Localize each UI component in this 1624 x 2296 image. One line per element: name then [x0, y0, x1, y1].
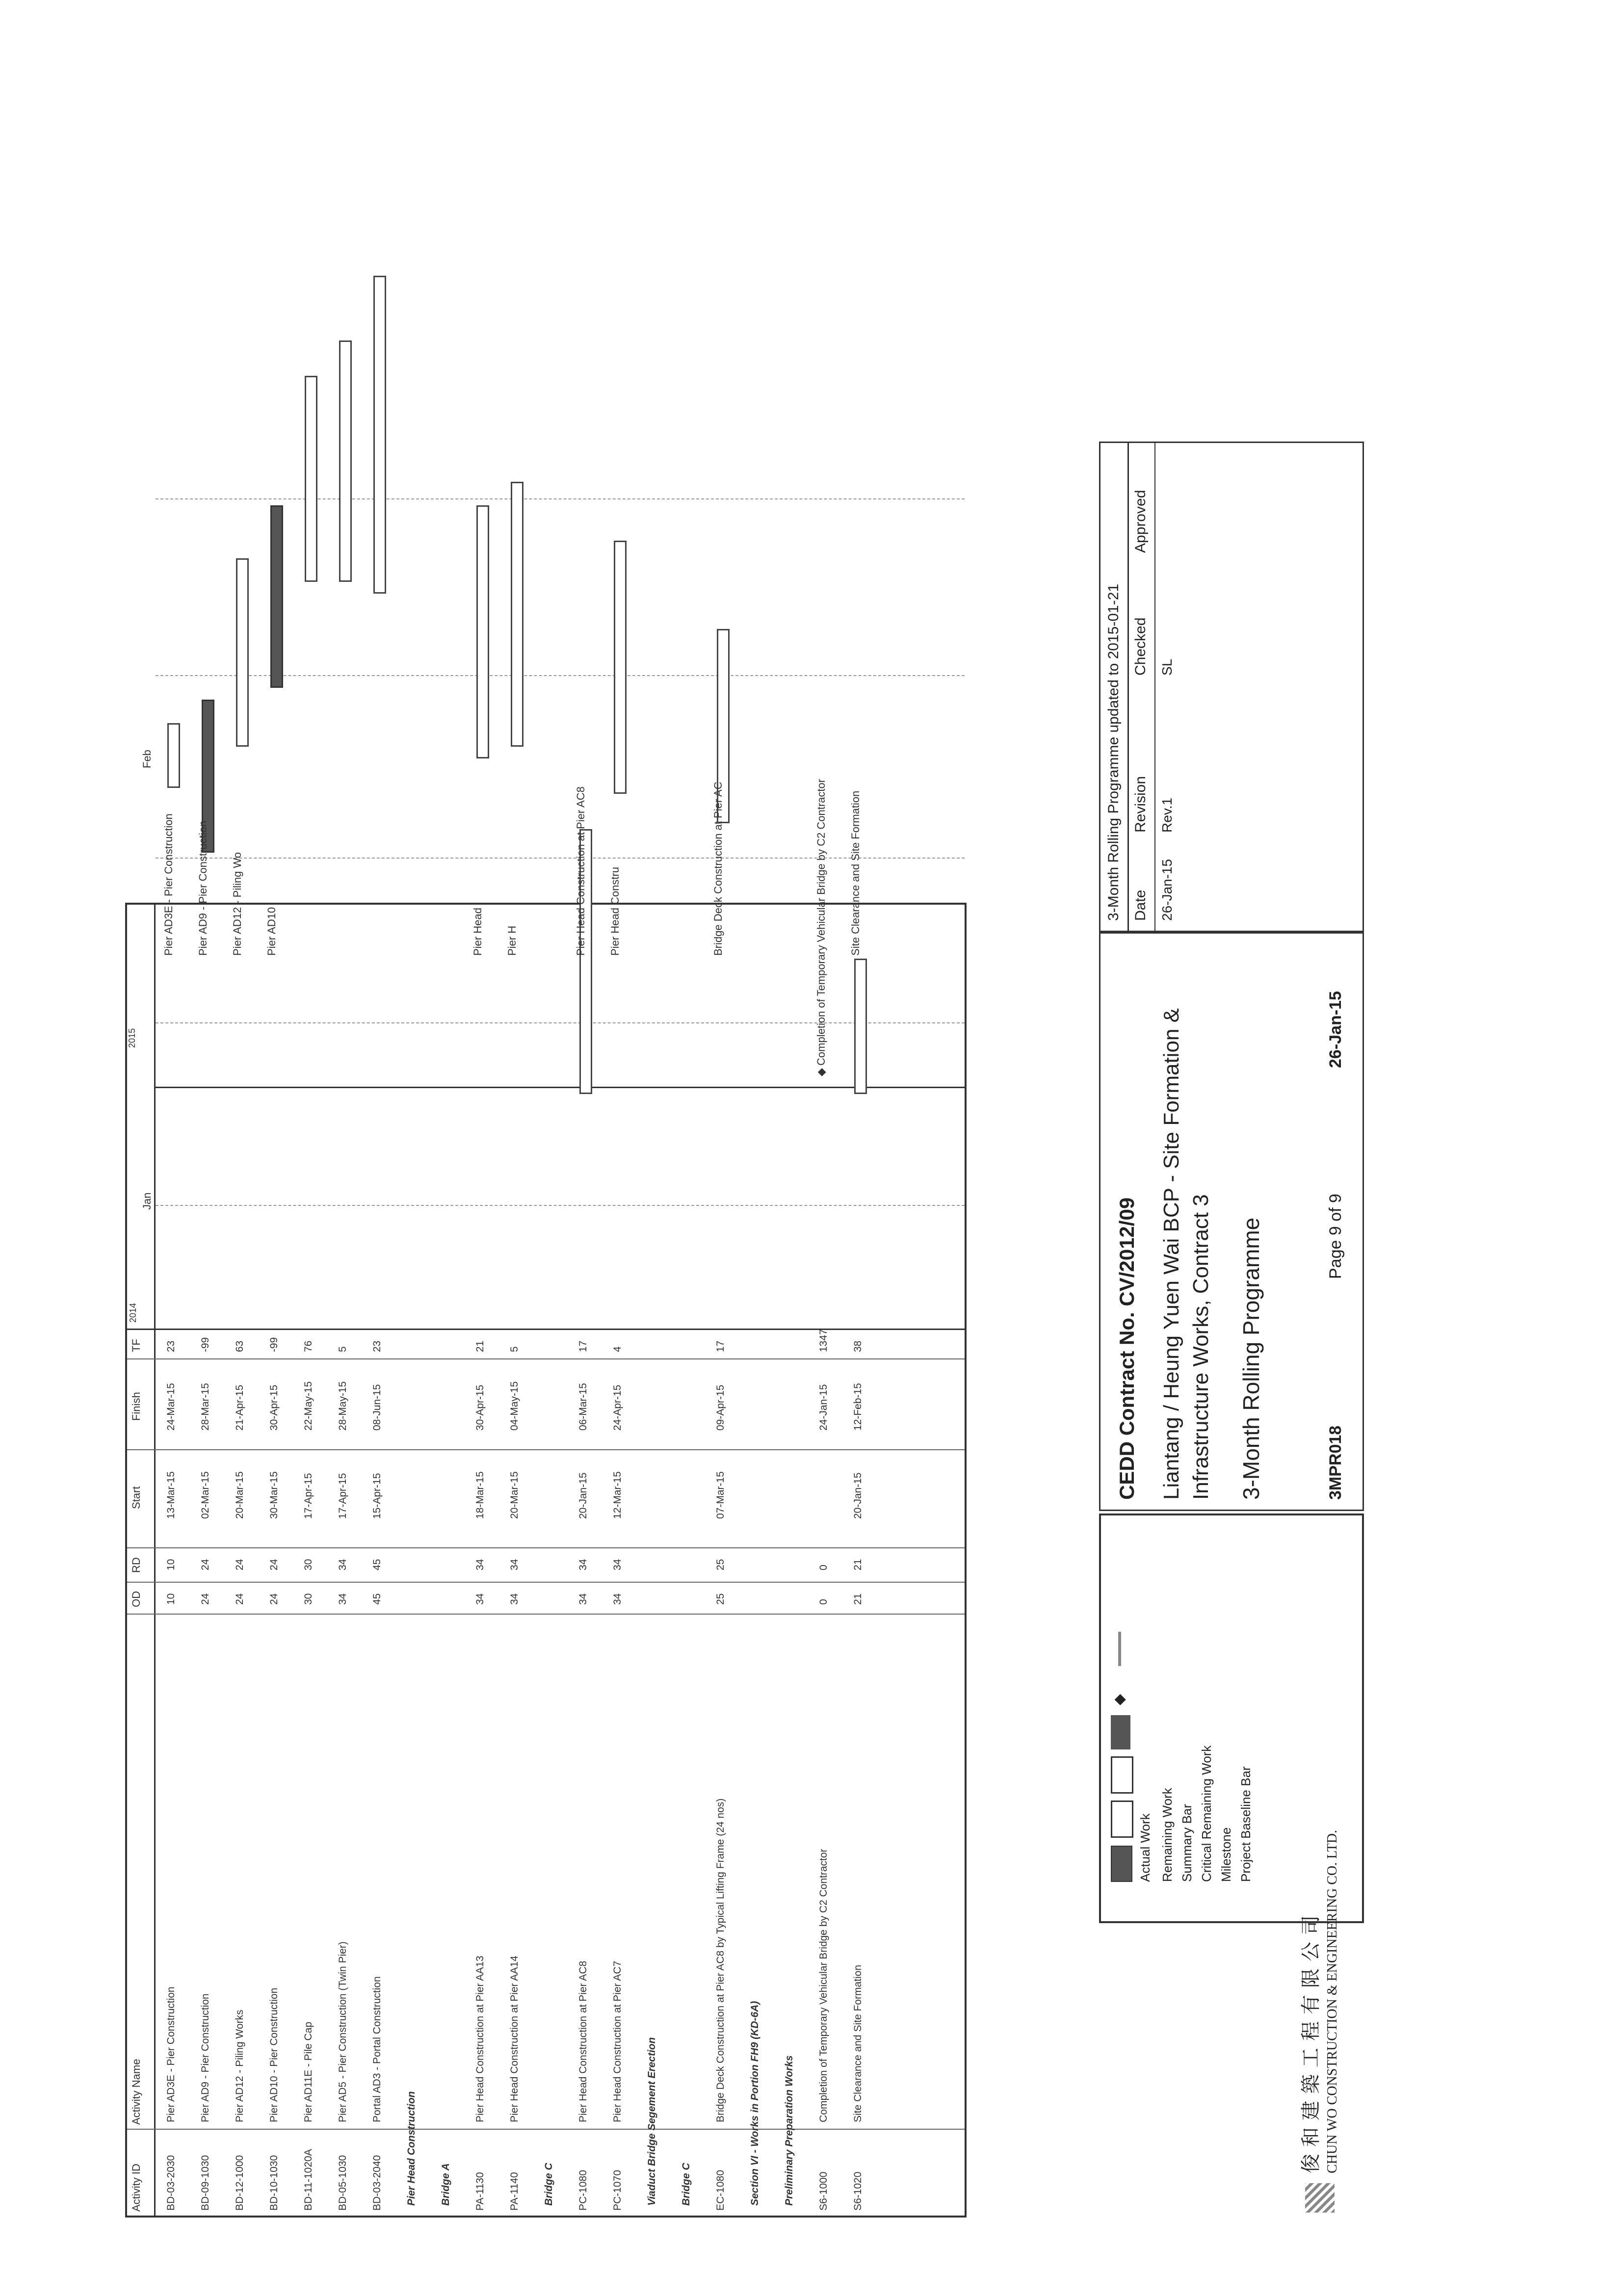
- cell-name: Pier Head Construction at Pier AA14: [509, 1956, 520, 2122]
- cell-od: 24: [268, 1593, 280, 1605]
- table-row: [465, 1340, 495, 2216]
- col-od: OD: [130, 1591, 142, 1607]
- revision-number: Rev.1: [1159, 797, 1175, 833]
- revision-col-approved: Approved: [1132, 490, 1149, 553]
- bar-label: Pier AD9 - Pier Construction: [197, 820, 209, 956]
- month-jan: Jan: [141, 1192, 153, 1210]
- gantt-bar: [854, 959, 867, 1094]
- title-block: [1099, 932, 1364, 1511]
- cell-id: BD-12-1000: [234, 2155, 245, 2211]
- cell-tf: -99: [268, 1337, 280, 1352]
- cell-od: 34: [337, 1593, 348, 1605]
- cell-finish: 22-May-15: [303, 1381, 314, 1431]
- gantt-bar: [339, 340, 352, 582]
- cell-start: 12-Mar-15: [612, 1471, 623, 1519]
- cell-finish: 08-Jun-15: [371, 1384, 383, 1431]
- cell-start: 17-Apr-15: [337, 1473, 348, 1519]
- legend-baseline-swatch: [1118, 1632, 1121, 1666]
- cell-od: 34: [509, 1593, 520, 1605]
- section-title: Viaduct Bridge Segement Erection: [646, 2037, 657, 2206]
- cell-finish: 28-May-15: [337, 1381, 348, 1431]
- cell-od: 10: [165, 1593, 177, 1605]
- month-gridline: [156, 858, 965, 859]
- schedule-table: [125, 750, 967, 2218]
- cell-finish: 09-Apr-15: [715, 1384, 726, 1431]
- cell-rd: 34: [577, 1559, 589, 1570]
- cell-tf: 23: [165, 1340, 177, 1352]
- cell-id: BD-10-1030: [268, 2155, 280, 2211]
- bar-label: Pier AD12 - Piling Wo: [231, 852, 243, 956]
- cell-od: 34: [474, 1593, 486, 1605]
- cell-id: PA-1130: [474, 2172, 486, 2211]
- gantt-bar: [236, 558, 249, 747]
- cell-tf: 21: [474, 1340, 486, 1352]
- cell-start: 20-Jan-15: [577, 1472, 589, 1519]
- cell-finish: 24-Apr-15: [612, 1384, 623, 1431]
- cell-start: 20-Jan-15: [852, 1472, 864, 1519]
- legend-summary-swatch: [1111, 1756, 1133, 1794]
- table-row: [362, 1340, 392, 2216]
- cell-tf: 5: [337, 1346, 348, 1352]
- cell-name: Pier AD3E - Pier Construction: [165, 1986, 177, 2122]
- cell-name: Pier AD10 - Pier Construction: [268, 1987, 280, 2122]
- table-row: [293, 1340, 323, 2216]
- col-divider: [127, 1329, 965, 1330]
- bar-label: Pier AD3E - Pier Construction: [162, 813, 175, 956]
- cell-start: 15-Apr-15: [371, 1473, 383, 1519]
- cell-name: Bridge Deck Construction at Pier AC8 by Typical Lifting Frame (24 nos): [715, 1798, 726, 2122]
- col-rd: RD: [130, 1557, 142, 1573]
- legend-remaining-swatch: [1111, 1800, 1133, 1838]
- project-title-line1: Liantang / Heung Yuen Wai BCP - Site Formation &: [1159, 1008, 1183, 1500]
- legend-milestone: Milestone: [1219, 1827, 1233, 1882]
- section-row: [739, 1676, 770, 2216]
- col-divider: [127, 1449, 965, 1450]
- legend-baseline: Project Baseline Bar: [1238, 1766, 1253, 1882]
- bar-label: Pier Head Constru: [609, 867, 621, 956]
- table-row: [808, 1329, 838, 2216]
- legend-box: [1099, 1513, 1364, 1923]
- cell-od: 24: [234, 1593, 245, 1605]
- cell-rd: 45: [371, 1559, 383, 1570]
- table-row: [499, 1346, 529, 2216]
- col-divider: [127, 1547, 965, 1548]
- cell-tf: 38: [852, 1340, 864, 1352]
- section-title: Preliminary Preparation Works: [784, 2055, 795, 2206]
- month-gridline: [156, 1022, 965, 1023]
- cell-id: BD-05-1030: [337, 2155, 348, 2211]
- section-row: [430, 1676, 461, 2216]
- cell-od: 21: [852, 1593, 864, 1605]
- cell-start: 20-Mar-15: [509, 1471, 520, 1519]
- gantt-bar: [305, 376, 317, 582]
- legend-remaining-work: Remaining Work: [1160, 1788, 1175, 1882]
- gantt-bar: [511, 482, 524, 747]
- gantt-bar: [167, 723, 180, 788]
- cell-tf: 63: [234, 1340, 245, 1352]
- cell-finish: 24-Jan-15: [818, 1384, 829, 1431]
- cell-start: 07-Mar-15: [715, 1471, 726, 1519]
- cell-rd: 21: [852, 1559, 864, 1570]
- cell-finish: 28-Mar-15: [200, 1383, 211, 1431]
- cell-tf: 5: [509, 1346, 520, 1352]
- cell-rd: 10: [165, 1559, 177, 1570]
- table-row: [156, 1340, 186, 2216]
- bar-label: Pier Head: [471, 908, 484, 956]
- data-date-line: [156, 1087, 965, 1088]
- gantt-bar: [270, 505, 283, 688]
- section-row: [533, 1676, 564, 2216]
- cell-id: BD-11-1020A: [303, 2149, 314, 2211]
- cell-rd: 0: [818, 1565, 829, 1570]
- revision-header: 3-Month Rolling Programme updated to 2015-01-21: [1105, 583, 1122, 921]
- legend-critical-remaining: Critical Remaining Work: [1199, 1745, 1214, 1882]
- table-row: [568, 1340, 598, 2216]
- cell-name: Pier Head Construction at Pier AC7: [612, 1960, 623, 2122]
- cell-start: 18-Mar-15: [474, 1471, 486, 1519]
- cell-finish: 06-Mar-15: [577, 1383, 589, 1431]
- month-feb: Feb: [141, 750, 153, 768]
- col-divider: [127, 1358, 965, 1359]
- cell-id: BD-03-2040: [371, 2155, 383, 2211]
- bar-label: Pier Head Construction at Pier AC8: [575, 786, 587, 956]
- cell-tf: 1347: [818, 1329, 829, 1352]
- cell-finish: 04-May-15: [509, 1381, 520, 1431]
- revision-divider: [1127, 442, 1129, 931]
- section-title: Section VI - Works in Portion FH9 (KD-6A): [749, 2001, 760, 2206]
- gantt-bar: [373, 276, 386, 594]
- cell-finish: 30-Apr-15: [268, 1384, 280, 1431]
- section-title: Bridge A: [440, 2163, 451, 2206]
- section-title: Bridge C: [543, 2163, 554, 2206]
- project-title-line2: Infrastructure Works, Contract 3: [1189, 1194, 1213, 1500]
- table-row: [842, 1340, 873, 2216]
- col-tf: TF: [130, 1339, 142, 1352]
- milestone-icon: ◆: [815, 1068, 827, 1076]
- cell-finish: 30-Apr-15: [474, 1384, 486, 1431]
- year-2015: 2015: [127, 1028, 137, 1048]
- cell-od: 30: [303, 1593, 314, 1605]
- legend-summary-bar: Summary Bar: [1179, 1804, 1194, 1882]
- cell-id: S6-1000: [818, 2171, 829, 2211]
- bar-label: Site Clearance and Site Formation: [849, 790, 862, 956]
- revision-divider: [1154, 442, 1155, 931]
- table-row: [224, 1340, 255, 2216]
- section-row: [636, 1676, 667, 2216]
- cell-rd: 34: [474, 1559, 486, 1570]
- legend-milestone-icon: ◆: [1111, 1694, 1127, 1705]
- cell-id: PC-1070: [612, 2170, 623, 2211]
- cell-tf: -99: [200, 1337, 211, 1352]
- cell-name: Pier Head Construction at Pier AA13: [474, 1956, 486, 2122]
- programme-title: 3-Month Rolling Programme: [1238, 1217, 1264, 1500]
- cell-start: 13-Mar-15: [165, 1471, 177, 1519]
- table-row: [190, 1337, 220, 2216]
- revision-date: 26-Jan-15: [1159, 859, 1175, 921]
- col-start: Start: [130, 1486, 142, 1509]
- gantt-area: [156, 779, 965, 1329]
- cell-start: 17-Apr-15: [303, 1473, 314, 1519]
- cell-id: BD-03-2030: [165, 2155, 177, 2211]
- cell-name: Pier AD12 - Piling Works: [234, 2009, 245, 2122]
- revision-col-revision: Revision: [1132, 776, 1149, 833]
- cell-rd: 24: [234, 1559, 245, 1570]
- cell-tf: 76: [303, 1340, 314, 1352]
- cell-od: 24: [200, 1593, 211, 1605]
- revision-col-date: Date: [1132, 889, 1149, 921]
- col-divider: [127, 1614, 965, 1615]
- cell-rd: 34: [612, 1559, 623, 1570]
- bar-label: Bridge Deck Construction at Pier AC: [712, 782, 724, 956]
- company-name-en: CHUN WO CONSTRUCTION & ENGINEERING CO. LTD.: [1325, 1830, 1340, 2173]
- cell-id: S6-1020: [852, 2171, 864, 2211]
- cell-rd: 34: [509, 1559, 520, 1570]
- cell-tf: 17: [715, 1340, 726, 1352]
- section-row: [671, 1676, 701, 2216]
- table-row: [259, 1337, 289, 2216]
- revision-col-checked: Checked: [1132, 617, 1149, 676]
- cell-name: Pier AD5 - Pier Construction (Twin Pier): [337, 1941, 348, 2122]
- cell-rd: 34: [337, 1559, 348, 1570]
- cell-start: 20-Mar-15: [234, 1471, 245, 1519]
- table-row: [705, 1340, 735, 2216]
- cell-rd: 25: [715, 1559, 726, 1570]
- bar-label: Completion of Temporary Vehicular Bridge by C2 Contractor: [815, 779, 827, 1066]
- bar-label: Pier H: [506, 925, 518, 956]
- cell-od: 0: [818, 1599, 829, 1605]
- section-title: Pier Head Construction: [406, 2091, 417, 2206]
- cell-finish: 12-Feb-15: [852, 1383, 864, 1431]
- cell-rd: 24: [200, 1559, 211, 1570]
- cell-name: Pier AD9 - Pier Construction: [200, 1993, 211, 2122]
- table-header: [127, 750, 156, 2216]
- cell-name: Pier Head Construction at Pier AC8: [577, 1960, 589, 2122]
- cell-id: EC-1080: [715, 2170, 726, 2211]
- section-row: [396, 1676, 426, 2216]
- cell-od: 25: [715, 1593, 726, 1605]
- cell-rd: 24: [268, 1559, 280, 1570]
- month-gridline: [156, 1205, 965, 1206]
- revision-checked: SL: [1159, 658, 1175, 676]
- cell-tf: 17: [577, 1340, 589, 1352]
- gantt-bar: [476, 505, 489, 758]
- cell-name: Site Clearance and Site Formation: [852, 1965, 864, 2122]
- cell-id: PA-1140: [509, 2172, 520, 2211]
- year-2014: 2014: [128, 1303, 138, 1323]
- page-number: Page 9 of 9: [1326, 1194, 1345, 1279]
- table-row: [327, 1346, 358, 2216]
- cell-od: 34: [612, 1593, 623, 1605]
- contract-number: CEDD Contract No. CV/2012/09: [1115, 1197, 1138, 1500]
- cell-name: Pier AD11E - Pile Cap: [303, 2021, 314, 2122]
- company-name-cn: 俊和建築工程有限公司: [1300, 1908, 1322, 2173]
- cell-start: 02-Mar-15: [200, 1471, 211, 1519]
- cell-id: BD-09-1030: [200, 2155, 211, 2211]
- document-date: 26-Jan-15: [1326, 991, 1345, 1068]
- legend-block: [1099, 1511, 1364, 2218]
- cell-od: 34: [577, 1593, 589, 1605]
- month-gridline: [156, 498, 965, 499]
- gantt-bar: [614, 541, 627, 794]
- cell-rd: 30: [303, 1559, 314, 1570]
- cell-start: 30-Mar-15: [268, 1471, 280, 1519]
- document-code: 3MPR018: [1326, 1425, 1345, 1500]
- col-divider: [127, 1582, 965, 1583]
- cell-name: Portal AD3 - Portal Construction: [371, 1976, 383, 2122]
- col-activity-name: Activity Name: [130, 2059, 142, 2125]
- cell-tf: 23: [371, 1340, 383, 1352]
- section-title: Bridge C: [681, 2163, 692, 2206]
- revision-block: [1099, 442, 1364, 932]
- legend-actual-swatch: [1111, 1846, 1132, 1882]
- cell-id: PC-1080: [577, 2170, 589, 2211]
- col-finish: Finish: [130, 1392, 142, 1421]
- legend-critical-swatch: [1111, 1715, 1130, 1749]
- cell-finish: 24-Mar-15: [165, 1383, 177, 1431]
- table-row: [602, 1346, 632, 2216]
- legend-actual-work: Actual Work: [1138, 1813, 1153, 1882]
- cell-finish: 21-Apr-15: [234, 1384, 245, 1431]
- company-logo: [1305, 2183, 1335, 2213]
- cell-tf: 4: [612, 1346, 623, 1352]
- bar-label: Pier AD10: [265, 907, 278, 956]
- cell-od: 45: [371, 1593, 383, 1605]
- section-row: [774, 1676, 804, 2216]
- cell-name: Completion of Temporary Vehicular Bridge by C2 Contractor: [818, 1849, 829, 2122]
- col-activity-id: Activity ID: [130, 2164, 142, 2212]
